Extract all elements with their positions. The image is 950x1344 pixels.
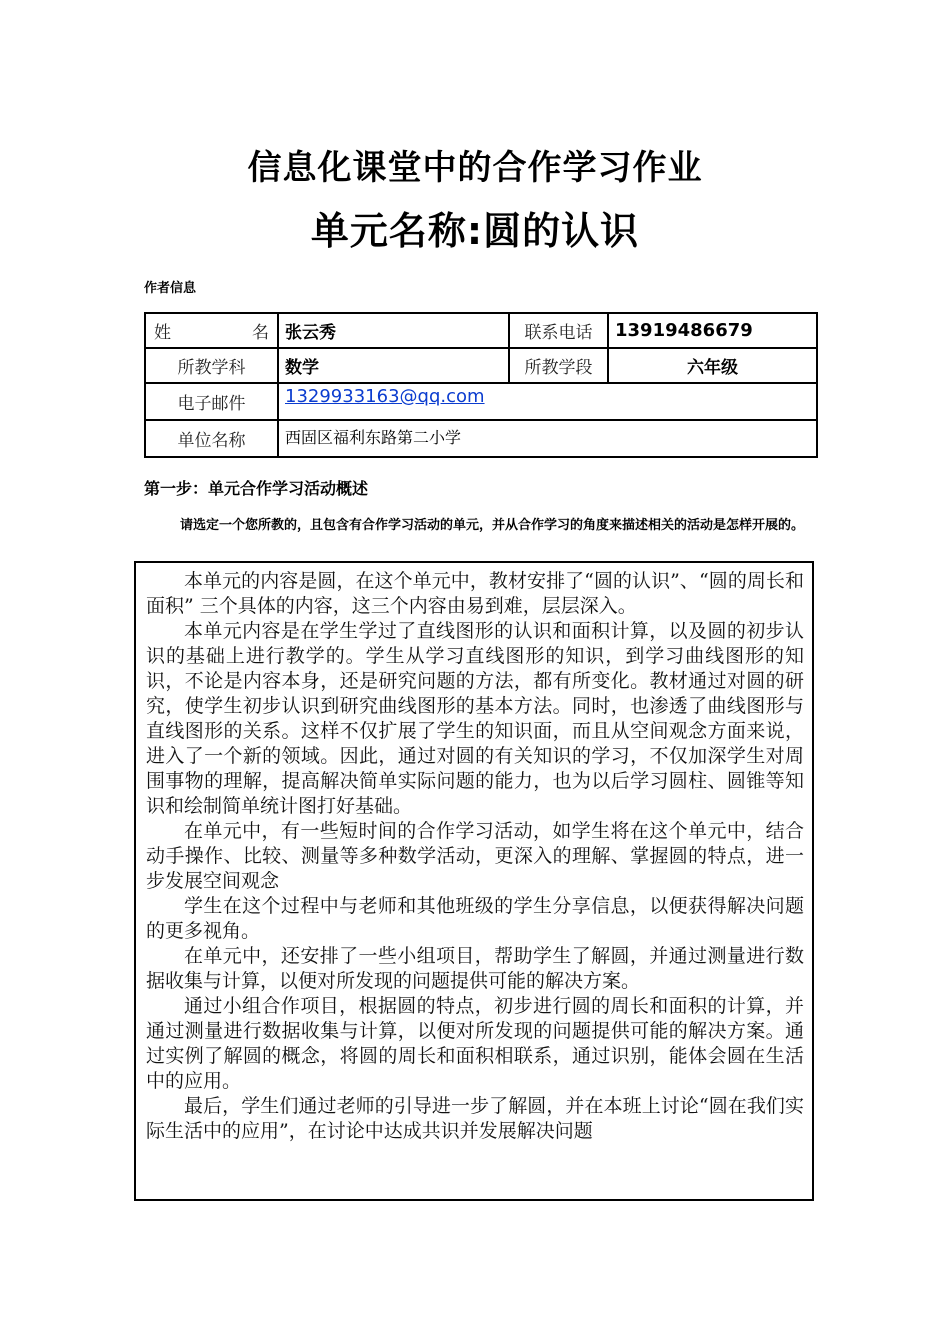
name-value: 张云秀 bbox=[278, 313, 509, 348]
name-label: 姓 名 bbox=[145, 313, 278, 348]
phone-label: 联系电话 bbox=[509, 313, 608, 348]
unit-title: 单元名称:圆的认识 bbox=[310, 209, 640, 253]
school-value: 西固区福利东路第二小学 bbox=[278, 420, 817, 457]
step1-instruction: 请选定一个您所教的，且包含有合作学习活动的单元，并从合作学习的角度来描述相关的活动是怎样开展的。 bbox=[180, 518, 805, 533]
content-paragraph: 通过小组合作项目，根据圆的特点，初步进行圆的周长和面积的计算，并通过测量进行数据收集与计算，以便对所发现的问题提供可能的解决方案。通过实例了解圆的概念，将圆的周长和面积相联系，通过识别，能体会圆在生活中的应用。 bbox=[146, 995, 804, 1092]
email-link[interactable]: 1329933163@qq.com bbox=[285, 386, 485, 407]
grade-label: 所教学段 bbox=[509, 348, 608, 383]
email-cell bbox=[278, 383, 817, 420]
author-section-label: 作者信息 bbox=[144, 281, 197, 296]
content-paragraph: 最后，学生们通过老师的引导进一步了解圆，并在本班上讨论“圆在我们实际生活中的应用”，在讨论中达成共识并发展解决问题 bbox=[146, 1095, 804, 1142]
table-row bbox=[145, 383, 817, 420]
table-row bbox=[145, 420, 817, 457]
document-title: 信息化课堂中的合作学习作业 bbox=[247, 148, 703, 188]
school-label: 单位名称 bbox=[145, 420, 278, 457]
content-paragraph: 在单元中，有一些短时间的合作学习活动，如学生将在这个单元中，结合动手操作、比较、测量等多种数学活动，更深入的理解、掌握圆的特点，进一步发展空间观念 bbox=[146, 820, 804, 892]
subject-label: 所教学科 bbox=[145, 348, 278, 383]
content-paragraph: 学生在这个过程中与老师和其他班级的学生分享信息，以便获得解决问题的更多视角。 bbox=[146, 895, 804, 942]
content-paragraph: 在单元中，还安排了一些小组项目，帮助学生了解圆，并通过测量进行数据收集与计算，以便对所发现的问题提供可能的解决方案。 bbox=[146, 945, 804, 992]
author-info-table bbox=[144, 312, 818, 458]
email-label: 电子邮件 bbox=[145, 383, 278, 420]
subject-value: 数学 bbox=[278, 348, 509, 383]
phone-value: 13919486679 bbox=[608, 313, 817, 348]
content-paragraph: 本单元的内容是圆，在这个单元中，教材安排了“圆的认识”、“圆的周长和面积” 三个具体的内容，这三个内容由易到难，层层深入。 bbox=[146, 570, 804, 617]
content-paragraph: 本单元内容是在学生学过了直线图形的认识和面积计算，以及圆的初步认识的基础上进行教学的。学生从学习直线图形的知识，到学习曲线图形的知识，不论是内容本身，还是研究问题的方法，都有所变化。教材通过对圆的研究，使学生初步认识到研究曲线图形的基本方法。同时，也渗透了曲线图形与直线图形的关系。这样不仅扩展了学生的知识面，而且从空间观念方面来说，进入了一个新的领域。因此，通过对圆的有关知识的学习，不仅加深学生对周围事物的理解，提高解决简单实际问题的能力，也为以后学习圆柱、圆锥等知识和绘制简单统计图打好基础。 bbox=[146, 620, 804, 817]
grade-value: 六年级 bbox=[608, 348, 817, 383]
step1-heading: 第一步：单元合作学习活动概述 bbox=[144, 479, 369, 498]
step1-content-box bbox=[134, 561, 814, 1201]
table-row bbox=[145, 348, 817, 383]
table-row bbox=[145, 313, 817, 348]
